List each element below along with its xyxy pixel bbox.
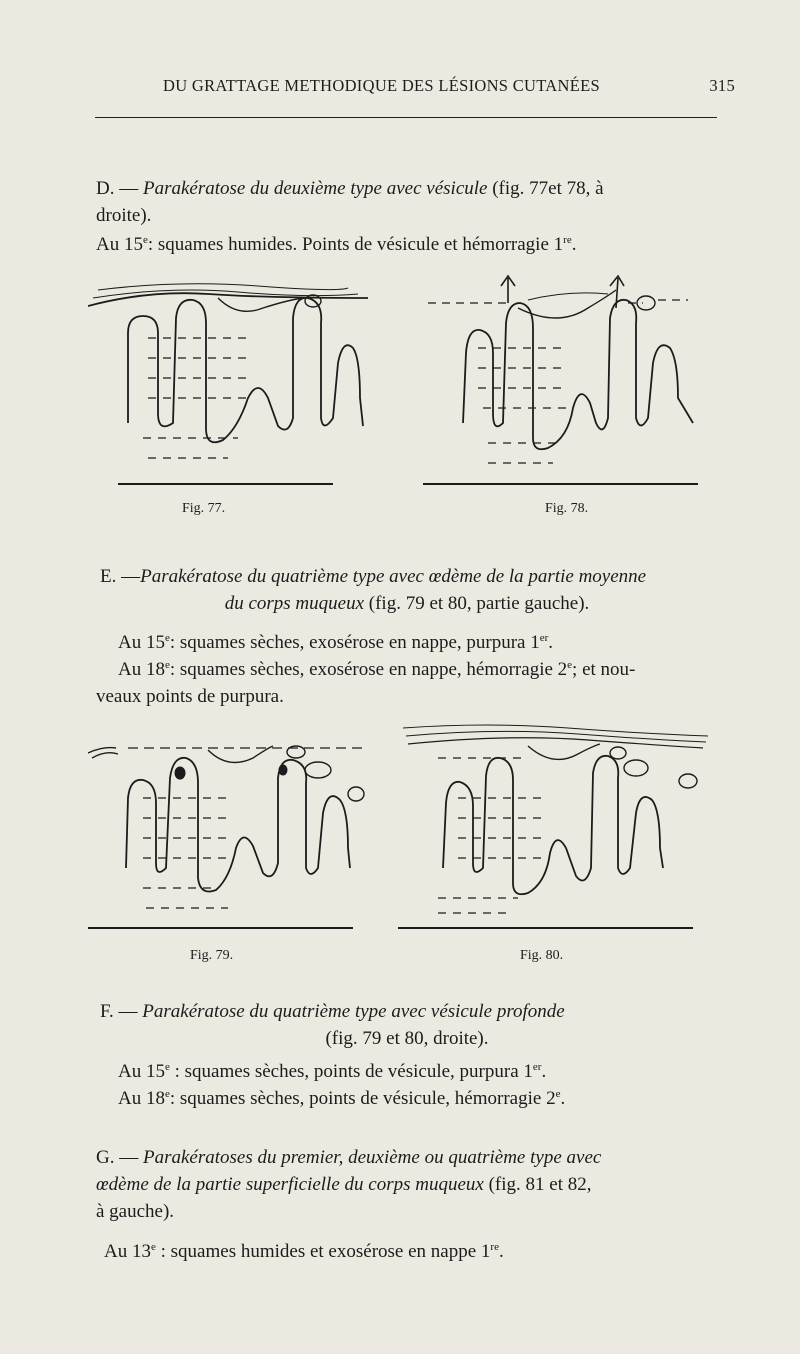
section-e-title: Parakératose du quatrième type avec œdème de la partie moyenne (140, 566, 647, 587)
figure-79-80-drawing (88, 718, 708, 938)
fig-77-drawing (88, 284, 368, 484)
e2-pre: Au 18 (118, 659, 165, 680)
fig-80-caption: Fig. 80. (520, 948, 564, 963)
section-f-heading-cont: (fig. 79 et 80, droite). (325, 1028, 489, 1049)
section-g-heading (96, 1144, 718, 1171)
f1-sup2: er (532, 1061, 542, 1073)
section-e-title-cont: du corps muqueux (224, 593, 365, 614)
e2-sup: e (164, 659, 170, 671)
section-e-line-1 (118, 629, 718, 656)
fig-78-caption: Fig. 78. (545, 501, 589, 516)
fig-77-caption: Fig. 77. (182, 501, 226, 516)
section-g-heading-cont (96, 1171, 718, 1198)
section-d-lead: D. — (96, 178, 143, 199)
section-f-title: Parakératose du quatrième type avec vésicule profonde (142, 1001, 565, 1022)
section-g-ref: (fig. 81 et 82, (483, 1174, 592, 1195)
section-d-ref: (fig. 77et 78, à (487, 178, 604, 199)
f1-post: : squames sèches, points de vésicule, purpura 1 (169, 1061, 533, 1082)
f2-end: . (560, 1088, 566, 1109)
d1-end: . (571, 234, 577, 255)
f2-sup: e (164, 1088, 170, 1100)
header-rule (95, 117, 717, 118)
section-g-heading-end: à gauche). (96, 1201, 175, 1222)
f2-pre: Au 18 (118, 1088, 165, 1109)
d1-post: : squames humides. Points de vésicule et hémorragie 1 (147, 234, 564, 255)
section-g-line-1 (104, 1238, 716, 1265)
e1-sup: e (164, 632, 170, 644)
e2-post: : squames sèches, exosérose en nappe, hémorragie 2 (169, 659, 568, 680)
page-number: 315 (709, 76, 735, 95)
f2-post: : squames sèches, points de vésicule, hémorragie 2 (169, 1088, 556, 1109)
f1-end: . (541, 1061, 547, 1082)
d1-sup2: re (563, 234, 572, 246)
section-d-line-1 (96, 231, 718, 258)
figure-77-78-drawing (88, 268, 708, 493)
g1-post: : squames humides et exosérose en nappe 1 (155, 1241, 491, 1262)
section-d-heading (96, 175, 718, 229)
e2-sup2: e (567, 659, 573, 671)
e2-end: ; et nou- (572, 659, 636, 680)
fig-78-drawing (423, 276, 698, 484)
section-g-title: Parakératoses du premier, deuxième ou quatrième type avec (142, 1147, 602, 1168)
g1-end: . (498, 1241, 504, 1262)
f2-sup2: e (555, 1088, 561, 1100)
e1-end: . (548, 632, 554, 653)
d1-pre: Au 15 (96, 234, 143, 255)
section-f-line-1 (118, 1058, 718, 1085)
fig-79-drawing (88, 746, 368, 928)
g1-sup2: re (490, 1241, 499, 1253)
section-f-line-2 (118, 1085, 718, 1112)
section-e-ref: (fig. 79 et 80, partie gauche). (364, 593, 590, 614)
section-e-line-3: veaux points de purpura. (96, 686, 284, 707)
g1-sup: e (150, 1241, 156, 1253)
e1-sup2: er (539, 632, 549, 644)
section-e-line-2 (118, 656, 718, 683)
d1-sup: e (142, 234, 148, 246)
fig-80-drawing (398, 725, 708, 928)
section-f-lead: F. — (100, 1001, 143, 1022)
section-e-lead: E. — (100, 566, 141, 587)
f1-sup: e (164, 1061, 170, 1073)
section-e-heading-cont (96, 590, 718, 617)
e1-post: : squames sèches, exosérose en nappe, purpura 1 (169, 632, 540, 653)
section-e-heading (100, 563, 722, 590)
g1-pre: Au 13 (104, 1241, 151, 1262)
section-f-heading (100, 998, 722, 1025)
running-head-title: DU GRATTAGE METHODIQUE DES LÉSIONS CUTANÉES (163, 76, 600, 95)
e1-pre: Au 15 (118, 632, 165, 653)
section-d-ref-cont: droite). (96, 205, 152, 226)
section-g-title-cont: œdème de la partie superficielle du corps muqueux (96, 1174, 484, 1195)
f1-pre: Au 15 (118, 1061, 165, 1082)
section-d-title: Parakératose du deuxième type avec vésicule (142, 178, 488, 199)
fig-79-caption: Fig. 79. (190, 948, 234, 963)
section-g-lead: G. — (96, 1147, 143, 1168)
